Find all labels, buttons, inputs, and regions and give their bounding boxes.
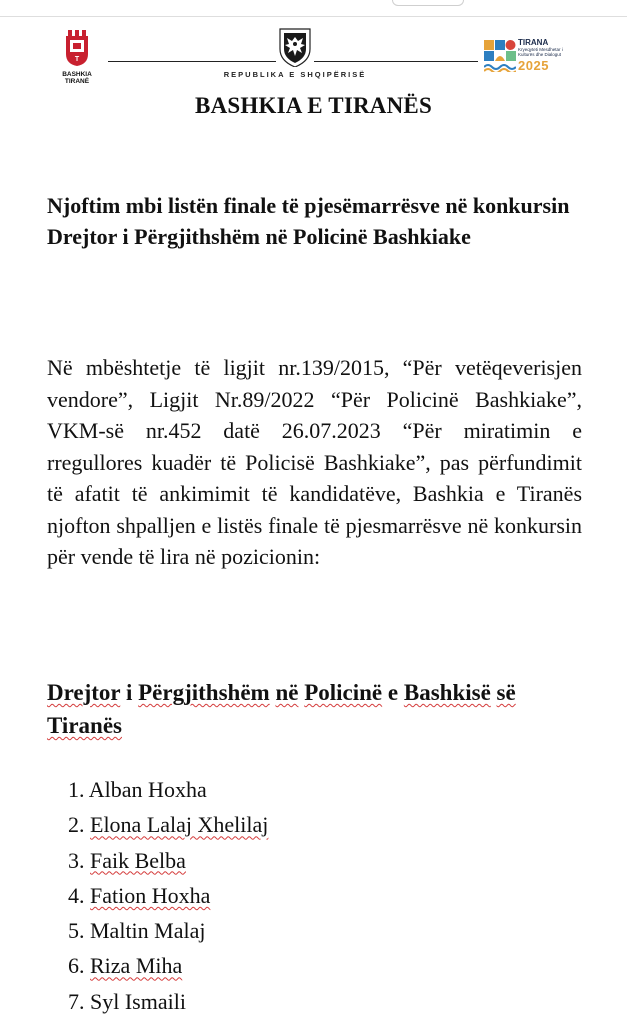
- bashkia-tirane-logo: [56, 30, 98, 85]
- candidate-list: [68, 772, 268, 1019]
- candidate-name: Syl Ismaili: [90, 988, 186, 1014]
- list-item: [68, 878, 268, 913]
- position-title-word: në: [275, 680, 299, 705]
- bashkia-caption-2: TIRANË: [64, 78, 90, 85]
- bashkia-crest-icon: [64, 30, 90, 66]
- list-item: [68, 913, 268, 948]
- republika-caption: REPUBLIKA E SHQIPËRISË: [223, 70, 367, 79]
- top-divider: [0, 16, 627, 17]
- position-title-word: e: [382, 680, 404, 705]
- candidate-number: 4.: [68, 882, 85, 908]
- position-title-word: Drejtor: [47, 680, 121, 705]
- list-item: [68, 807, 268, 842]
- position-title-word: Bashkisë: [403, 680, 491, 705]
- candidate-name: Maltin Malaj: [90, 918, 206, 944]
- candidate-number: 1.: [68, 777, 85, 802]
- candidate-number: 6.: [68, 953, 85, 979]
- list-item: [68, 984, 268, 1019]
- header-rule-left: [108, 61, 276, 62]
- bashkia-caption-1: BASHKIA: [62, 71, 92, 78]
- candidate-name: Alban Hoxha: [88, 777, 207, 802]
- candidate-number: 5.: [68, 918, 85, 944]
- candidate-number: 3.: [68, 847, 85, 873]
- position-title-word: Policinë: [304, 680, 383, 705]
- position-title-word: së: [496, 680, 516, 705]
- candidate-name: Riza Miha: [90, 953, 183, 979]
- tirana-2025-mark-icon: [484, 40, 516, 72]
- list-item: [68, 772, 268, 807]
- tirana-logo-year: 2025: [518, 58, 549, 73]
- candidate-name: Faik Belba: [90, 847, 186, 873]
- list-item: [68, 843, 268, 878]
- candidate-number: 2.: [68, 812, 85, 838]
- position-title-word: Tiranës: [47, 713, 122, 738]
- top-page-fragment: [392, 0, 464, 6]
- svg-text:T: T: [74, 56, 80, 63]
- candidate-number: 7.: [68, 988, 85, 1014]
- candidate-name: Elona Lalaj Xhelilaj: [90, 812, 269, 838]
- tirana-logo-subtitle: Kryeqyteti Mesdhetar i Kulturës dhe Dialogut: [518, 47, 563, 57]
- tirana-2025-logo: [484, 38, 576, 74]
- list-item: [68, 948, 268, 983]
- tirana-logo-title: TIRANA: [518, 38, 549, 47]
- position-title-word: Përgjithshëm: [138, 680, 270, 705]
- header-rule-right: [314, 61, 478, 62]
- candidate-name: Fation Hoxha: [90, 882, 211, 908]
- albania-emblem-icon: [276, 27, 314, 67]
- position-title-word: i: [120, 680, 139, 705]
- page-heading: BASHKIA E TIRANËS: [195, 93, 432, 118]
- announcement-subject: Njoftim mbi listën finale të pjesëmarrësve në konkursin Drejtor i Përgjithshëm në Policinë Bashkiake: [47, 193, 570, 249]
- position-title: [47, 676, 592, 742]
- announcement-body: Në mbështetje të ligjit nr.139/2015, “Për vetëqeverisjen vendore”, Ligjit Nr.89/2022 “Për Policinë Bashkiake”, VKM-së nr.452 datë 26.07.2023 “Për miratimin e rregullores kuadër të Policisë Bashkiake”, pas përfundimit të afatit të ankimimit të kandidatëve, Bashkia e Tiranës njofton shpalljen e listës finale të pjesmarrësve në konkursin për vende të lira në pozicionin:: [47, 355, 582, 569]
